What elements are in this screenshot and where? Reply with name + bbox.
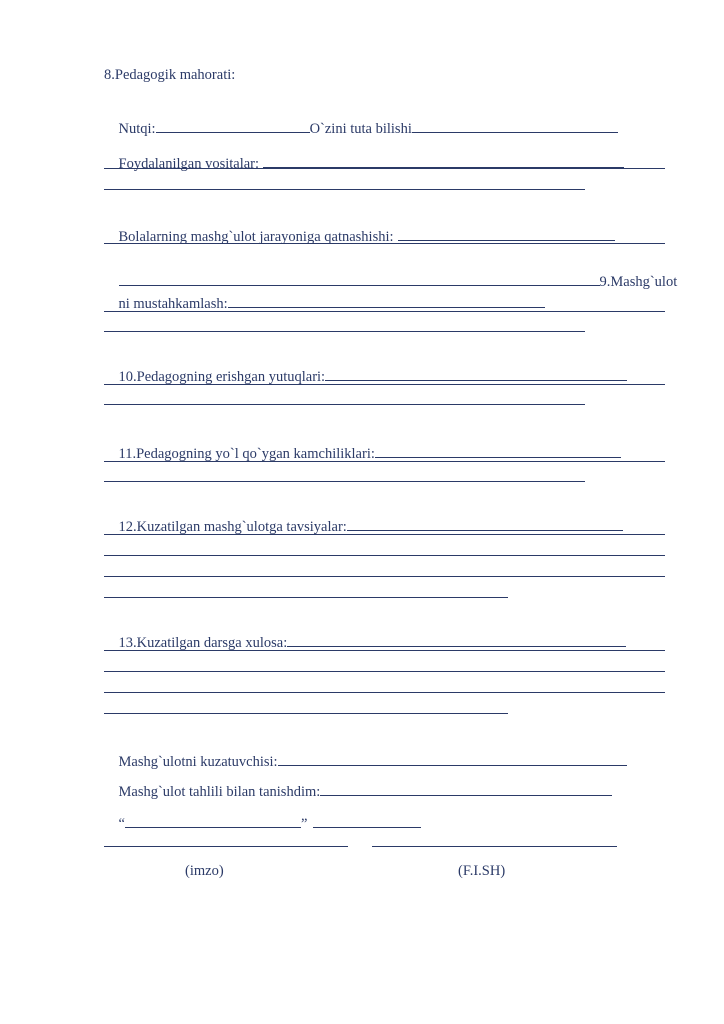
tools-line-2[interactable] — [104, 168, 665, 169]
section-13-row — [104, 615, 626, 651]
tools-line-3[interactable] — [104, 189, 585, 190]
tools-field[interactable] — [263, 154, 624, 168]
section-12-line-5[interactable] — [104, 597, 508, 598]
participation-label: Bolalarning mashg`ulot jarayoniga qatnashishi: — [118, 229, 394, 245]
section-12-line-4[interactable] — [104, 576, 665, 577]
section-10-row — [104, 349, 627, 385]
section-9-title-part2: ni mustahkamlash: — [118, 296, 228, 312]
participation-line-2[interactable] — [104, 243, 665, 244]
section-11-field[interactable] — [375, 444, 621, 458]
speech-field[interactable] — [156, 119, 310, 133]
tools-label: Foydalanilgan vositalar: — [118, 156, 260, 172]
section-13-title: 13.Kuzatilgan darsga xulosa: — [118, 635, 288, 651]
section-12-field[interactable] — [347, 517, 623, 531]
full-name-field[interactable] — [372, 846, 617, 847]
section-11-row — [104, 426, 621, 462]
section-9-line-2[interactable] — [104, 311, 665, 312]
speech-row — [104, 101, 618, 137]
section-12-title: 12.Kuzatilgan mashg`ulotga tavsiyalar: — [118, 519, 347, 535]
date-open-quote: “ — [118, 816, 125, 832]
observer-row — [104, 734, 627, 770]
section-10-line-2[interactable] — [104, 384, 665, 385]
signature-field[interactable] — [104, 846, 348, 847]
acquainted-field[interactable] — [320, 782, 612, 796]
section-8-title: 8.Pedagogik mahorati: — [104, 67, 236, 83]
acquainted-label: Mashg`ulot tahlili bilan tanishdim: — [118, 784, 321, 800]
section-10-title: 10.Pedagogning erishgan yutuqlari: — [118, 369, 326, 385]
section-12-row — [104, 499, 623, 535]
date-row — [104, 796, 421, 832]
composure-label: O`zini tuta bilishi — [309, 121, 412, 137]
tools-row — [104, 136, 624, 172]
date-month-field[interactable] — [313, 814, 421, 828]
participation-row — [104, 209, 615, 245]
section-12-line-2[interactable] — [104, 534, 665, 535]
section-13-field[interactable] — [287, 633, 626, 647]
section-10-line-3[interactable] — [104, 404, 585, 405]
section-9-line-3[interactable] — [104, 331, 585, 332]
section-13-line-5[interactable] — [104, 713, 508, 714]
section-9-field[interactable] — [228, 294, 545, 308]
participation-row-3 — [104, 254, 678, 290]
section-10-field[interactable] — [325, 367, 627, 381]
section-12-line-3[interactable] — [104, 555, 665, 556]
full-name-caption: (F.I.SH) — [458, 863, 506, 879]
section-13-line-4[interactable] — [104, 692, 665, 693]
composure-field[interactable] — [412, 119, 618, 133]
participation-field[interactable] — [398, 227, 615, 241]
date-day-field[interactable] — [125, 814, 301, 828]
section-13-line-2[interactable] — [104, 650, 665, 651]
section-11-line-3[interactable] — [104, 481, 585, 482]
signature-caption: (imzo) — [185, 863, 224, 879]
speech-label: Nutqi: — [118, 121, 156, 137]
section-9-title-part1: 9.Mashg`ulot — [599, 274, 678, 290]
section-13-line-3[interactable] — [104, 671, 665, 672]
date-close-quote: ” — [300, 816, 308, 832]
section-11-title: 11.Pedagogning yo`l qo`ygan kamchiliklari: — [118, 446, 375, 462]
section-9-row — [104, 276, 545, 312]
acquainted-row — [104, 764, 612, 800]
observer-label: Mashg`ulotni kuzatuvchisi: — [118, 754, 278, 770]
section-11-line-2[interactable] — [104, 461, 665, 462]
